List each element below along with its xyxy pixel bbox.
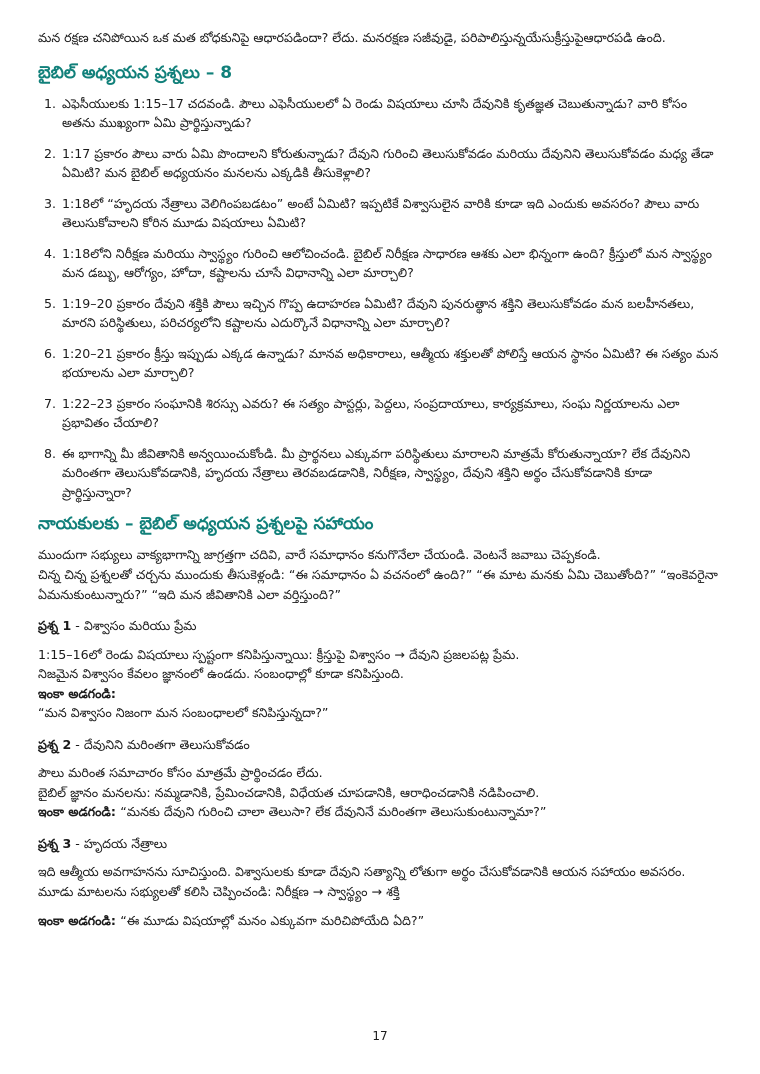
question-item: 1. ఎఫెసీయులకు 1:15–17 చదవండి. పౌలు ఎఫెసీయులలో ఏ రెండు విషయాలు చూసి దేవునికి కృతజ్ఞత చెబుతున్నాడు? వారి కోసం అతను ముఖ్యంగా ఏమి ప్రార్థిస్తున్నాడు? — [60, 94, 722, 133]
ask-label: ఇంకా అడగండి — [38, 804, 111, 820]
section-heading-leaders-help: నాయకులకు – బైబిల్ అధ్యయన ప్రశ్నలపై సహాయం — [38, 514, 374, 535]
ask-line: ఇంకా అడగండి: “ఈ మూడు విషయాల్లో మనం ఎక్కువగా మరిచిపోయేది ఏది?” — [38, 913, 425, 929]
leaders-intro — [38, 545, 722, 604]
answer-block-2 — [38, 735, 722, 822]
question-item: 3. 1:18లో “హృదయ నేత్రాలు వెలిగింపబడటం” అంటే ఏమిటి? ఇప్పటికే విశ్వాసులైన వారికి కూడా ఇది ఎందుకు అవసరం? పౌలు వారు తెలుసుకోవాలని కోరిన మూడు విషయాలు ఏమిటి? — [60, 194, 722, 233]
question-list — [38, 94, 722, 503]
answer-topic: - దేవునిని మరింతగా తెలుసుకోవడం — [71, 736, 250, 752]
page-number: 17 — [372, 1029, 388, 1043]
answer-block-3 — [38, 834, 722, 931]
leaders-intro-line: ముందుగా సభ్యులు వాక్యభాగాన్ని జాగ్రత్తగా చదివి, వారే సమాధానం కనుగొనేలా చేయండి. వెంటనే జవాబు చెప్పకండి. — [38, 547, 601, 563]
answer-line: ఇది ఆత్మీయ అవగాహనను సూచిస్తుంది. విశ్వాసులకు కూడా దేవుని సత్యాన్ని లోతుగా అర్థం చేసుకోవడానికి ఆయన సహాయం అవసరం. మూడు మాటలను సభ్యులతో కలిసి చెప్పించండి: నిరీక్షణ → స్వాస్థ్యం → శక్తి — [38, 864, 686, 899]
ask-label-line: ఇంకా అడగండి: — [38, 685, 116, 701]
answer-title — [38, 616, 722, 636]
answer-prefix: ప్రశ్న 1 — [38, 618, 72, 634]
answer-topic: - విశ్వాసం మరియు ప్రేమ — [71, 618, 197, 634]
answer-line: 1:15–16లో రెండు విషయాలు స్పష్టంగా కనిపిస్తున్నాయి: క్రీస్తుపై విశ్వాసం → దేవుని ప్రజలపట్ల ప్రేమ. — [38, 646, 520, 662]
ask-label: ఇంకా అడగండి — [38, 913, 111, 929]
answer-prefix: ప్రశ్న 3 — [38, 835, 72, 851]
section-heading-questions: బైబిల్ అధ్యయన ప్రశ్నలు – 8 — [38, 62, 233, 83]
question-item: 7. 1:22–23 ప్రకారం సంఘానికి శిరస్సు ఎవరు? ఈ సత్యం పాస్టర్లు, పెద్దలు, సంప్రదాయాలు, కార్యక్రమాలు, సంఘ నిర్ణయాలను ఎలా ప్రభావితం చేయాలి? — [60, 394, 722, 433]
intro-line: మన రక్షణ చనిపోయిన ఒక మత బోధకునిపై ఆధారపడిందా? లేదు. మనరక్షణ సజీవుడై, పరిపాలిస్తున్నయేసుక్రీస్తుపైఆధారపడి ఉంది. — [38, 30, 666, 45]
answer-prefix: ప్రశ్న 2 — [38, 736, 72, 752]
question-item: 6. 1:20–21 ప్రకారం క్రీస్తు ఇప్పుడు ఎక్కడ ఉన్నాడు? మానవ అధికారాలు, ఆత్మీయ శక్తులతో పోలిస్తే ఆయన స్థానం ఏమిటి? ఈ సత్యం మన భయాలను ఎలా మార్చాలి? — [60, 344, 722, 383]
answer-topic: - హృదయ నేత్రాలు — [71, 835, 168, 851]
ask-line: ఇంకా అడగండి: “మనకు దేవుని గురించి చాలా తెలుసా? లేక దేవునినే మరింతగా తెలుసుకుంటున్నామా?” — [38, 804, 547, 820]
question-item: 4. 1:18లోని నిరీక్షణ మరియు స్వాస్థ్యం గురించి ఆలోచించండి. బైబిల్ నిరీక్షణ సాధారణ ఆశకు ఎలా భిన్నంగా ఉంది? క్రీస్తులో మన స్వాస్థ్యం మన డబ్బు, ఆరోగ్యం, హోదా, కష్టాలను చూసే విధానాన్ని ఎలా మార్చాలి? — [60, 244, 722, 283]
question-item: 5. 1:19–20 ప్రకారం దేవుని శక్తికి పౌలు ఇచ్చిన గొప్ప ఉదాహరణ ఏమిటి? దేవుని పునరుత్థాన శక్తిని తెలుసుకోవడం మన బలహీనతలు, మారని పరిస్థితులు, పరిచర్యలోని కష్టాలను ఎదుర్కొనే విధానాన్ని ఎలా మార్చాలి? — [60, 294, 722, 333]
answer-line: నిజమైన విశ్వాసం కేవలం జ్ఞానంలో ఉండదు. సంబంధాల్లో కూడా కనిపిస్తుంది. — [38, 666, 404, 682]
answer-line: బైబిల్ జ్ఞానం మనలను: నమ్మడానికి, ప్రేమించడానికి, విధేయత చూపడానికి, ఆరాధించడానికి నడిపించాలి. — [38, 784, 540, 800]
ask-question: “ఈ మూడు విషయాల్లో మనం ఎక్కువగా మరిచిపోయేది ఏది?” — [120, 913, 425, 929]
answer-block-1 — [38, 616, 722, 723]
leaders-intro-line: చిన్న చిన్న ప్రశ్నలతో చర్చను ముందుకు తీసుకెళ్లండి: “ఈ సమాధానం ఏ వచనంలో ఉంది?” “ఈ మాట మనకు ఏమి చెబుతోంది?” “ఇంకెవరైనా ఏమనుకుంటున్నారు?” “ఇది మన జీవితానికి ఎలా వర్తిస్తుంది?” — [38, 566, 718, 602]
answer-line: పౌలు మరింత సమాచారం కోసం మాత్రమే ప్రార్థించడం లేదు. — [38, 765, 323, 781]
answer-title — [38, 735, 722, 755]
question-item: 8. ఈ భాగాన్ని మీ జీవితానికి అన్వయించుకోండి. మీ ప్రార్థనలు ఎక్కువగా పరిస్థితులు మారాలని మాత్రమే కోరుతున్నాయా? లేక దేవునిని మరింతగా తెలుసుకోవడానికి, హృదయ నేత్రాలు తెరవబడడానికి, నిరీక్షణ, స్వాస్థ్యం, దేవుని శక్తిని అర్థం చేసుకోవడానికి కూడా ప్రార్థిస్తున్నారా? — [60, 444, 722, 503]
question-item: 2. 1:17 ప్రకారం పౌలు వారు ఏమి పొందాలని కోరుతున్నాడు? దేవుని గురించి తెలుసుకోవడం మరియు దేవునిని తెలుసుకోవడం మధ్య తేడా ఏమిటి? మన బైబిల్ అధ్యయనం మనలను ఎక్కడికి తీసుకెళ్లాలి? — [60, 144, 722, 183]
ask-question: “మన విశ్వాసం నిజంగా మన సంబంధాలలో కనిపిస్తున్నదా?” — [38, 705, 329, 721]
ask-question: “మనకు దేవుని గురించి చాలా తెలుసా? లేక దేవునినే మరింతగా తెలుసుకుంటున్నామా?” — [120, 804, 547, 820]
answer-title — [38, 834, 722, 854]
ask-label: ఇంకా అడగండి — [38, 685, 111, 701]
